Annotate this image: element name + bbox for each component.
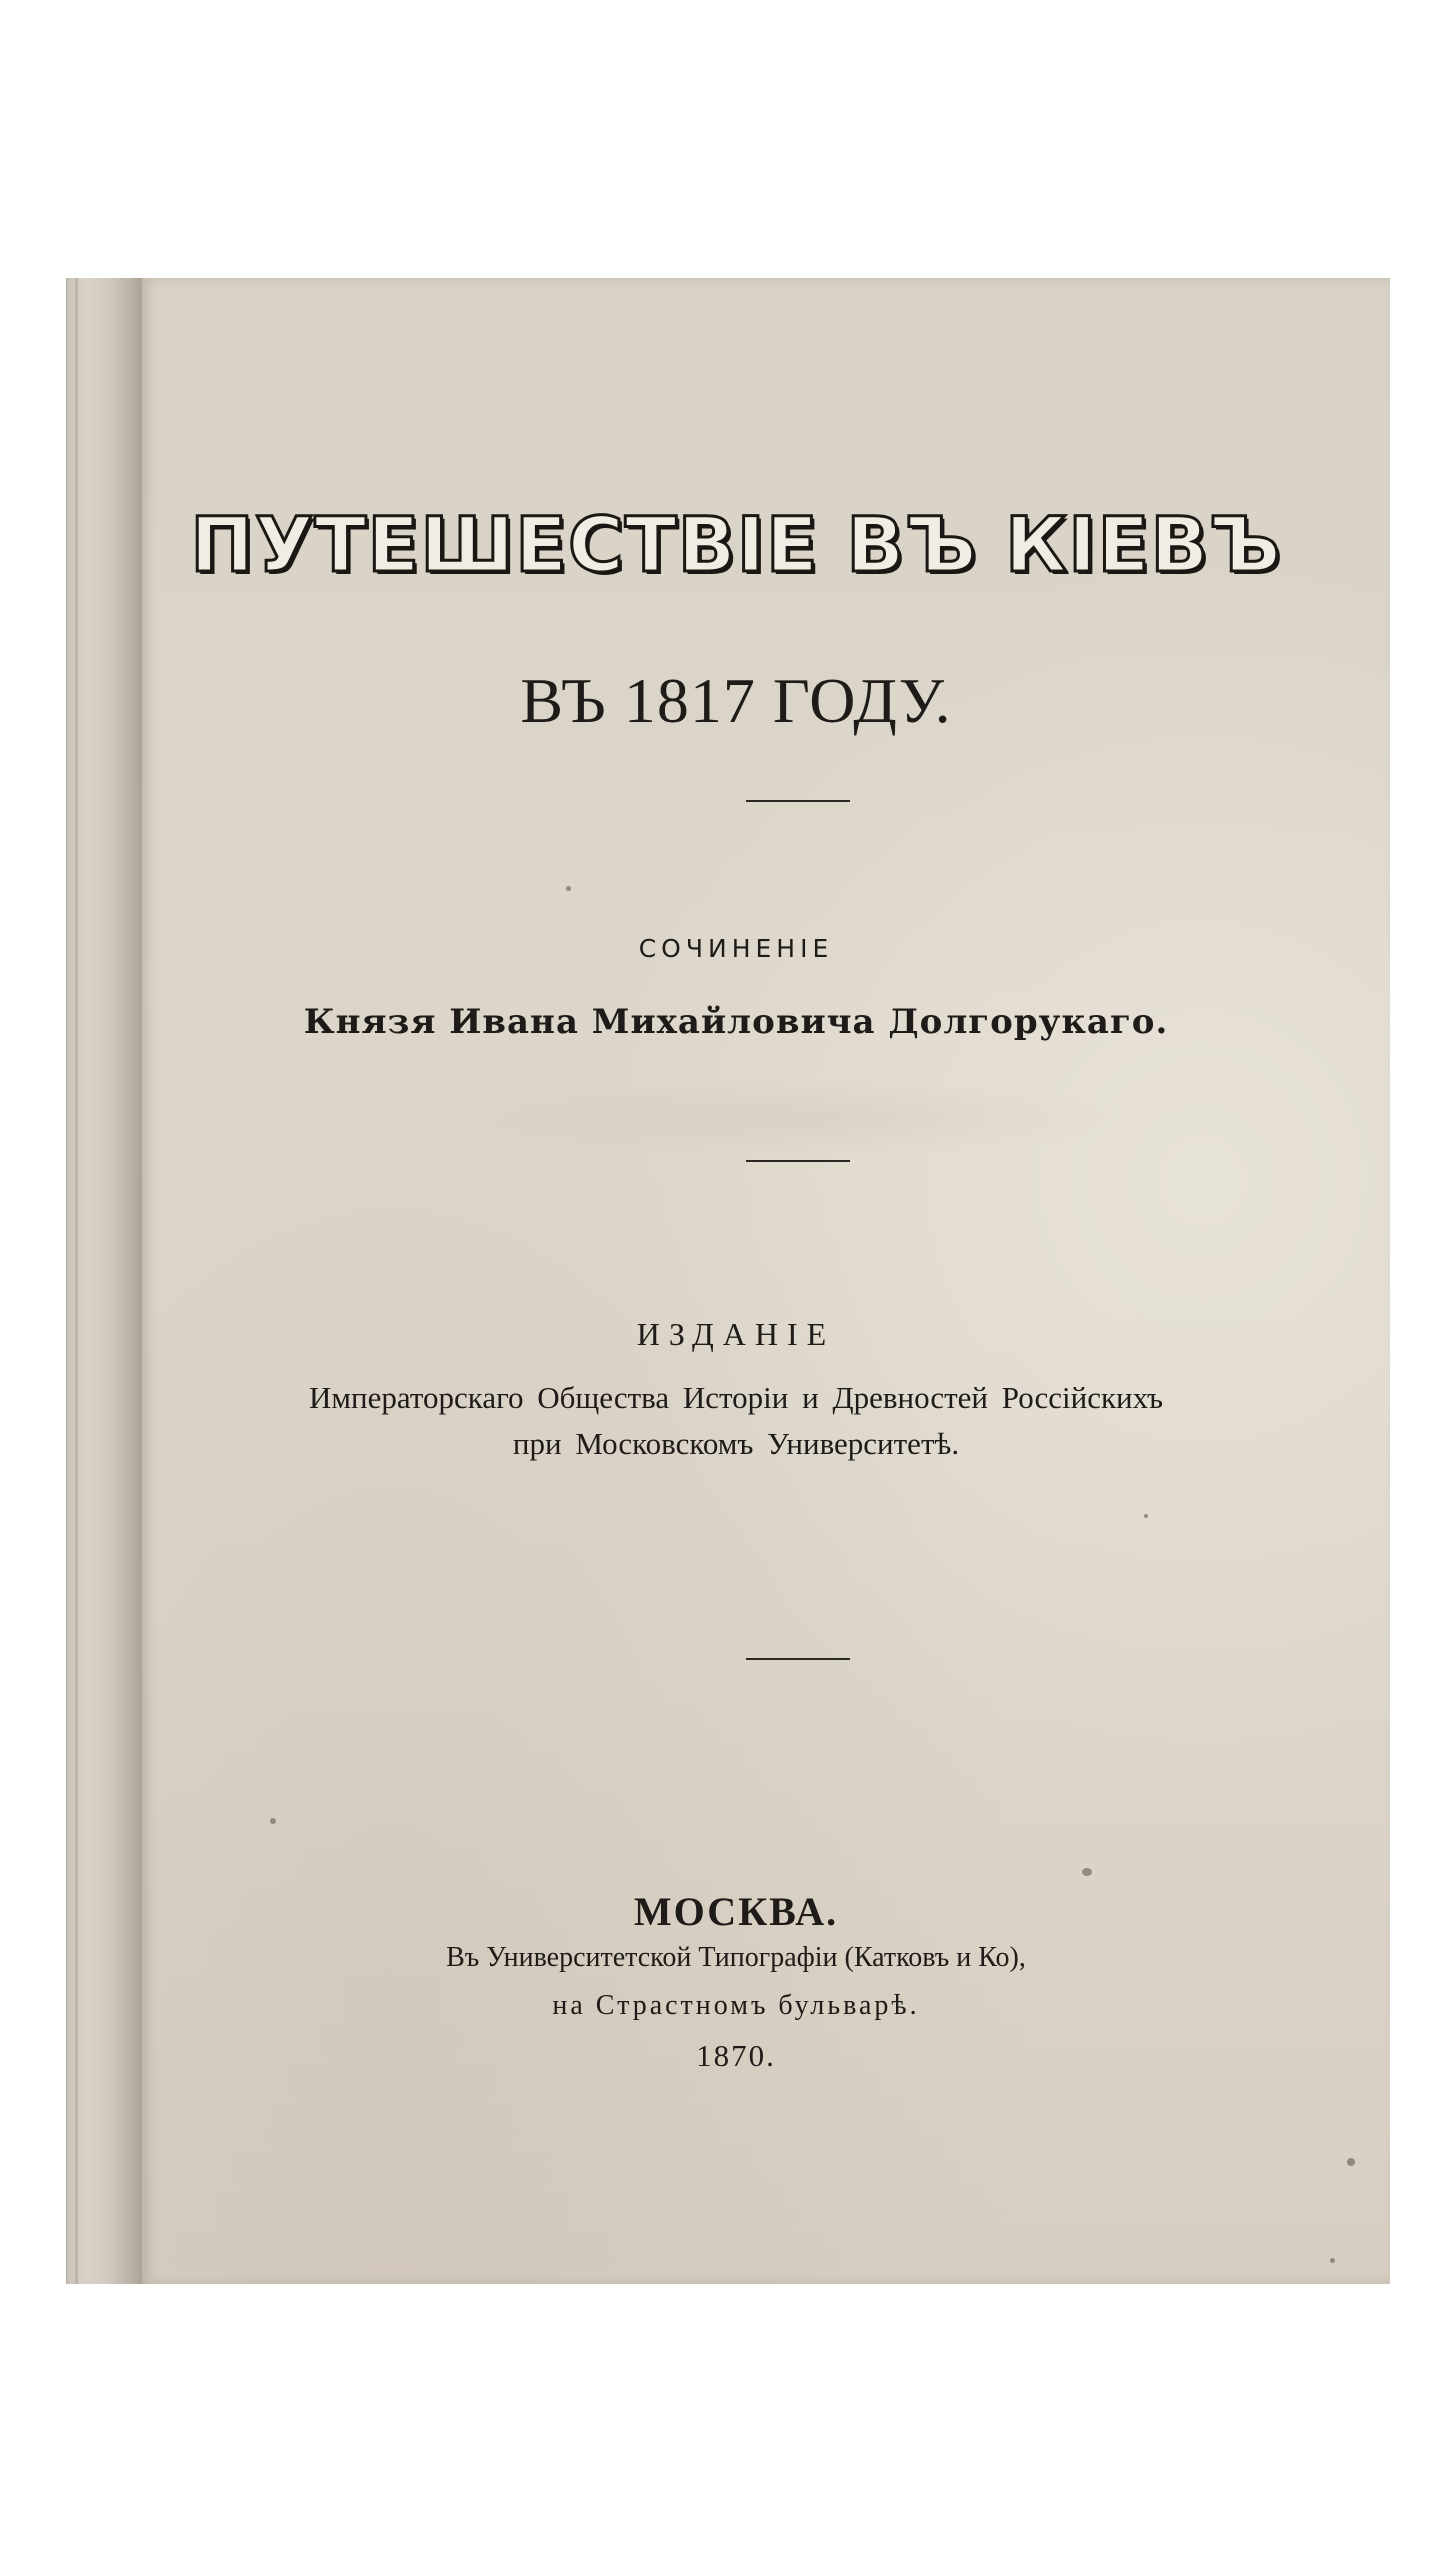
paper-speck: [1347, 2158, 1355, 2166]
paper-speck: [270, 1818, 276, 1824]
edition-label: ИЗДАНІЕ: [636, 1316, 836, 1352]
book: [66, 278, 1390, 2284]
imprint-printer: Въ Университетской Типографіи (Катковъ и Ко),: [446, 1942, 1026, 1973]
paper-speck: [1082, 1868, 1092, 1876]
imprint-city: МОСКВА.: [633, 1889, 839, 1934]
paper-speck: [566, 886, 571, 891]
divider-rule: [746, 800, 850, 802]
publisher-line-2: при Московскомъ Университетѣ.: [512, 1426, 960, 1461]
divider-rule: [746, 1160, 850, 1162]
paper-speck: [1144, 1514, 1148, 1518]
imprint-street: на Страстномъ бульварѣ.: [552, 1990, 920, 2021]
work-label: СОЧИНЕНІЕ: [638, 934, 834, 963]
publisher-line-1: Императорскаго Общества Исторіи и Древностей Россійскихъ: [309, 1380, 1163, 1415]
paper-speck: [1330, 2258, 1335, 2263]
divider-rule: [746, 1658, 850, 1660]
book-title: ПУТЕШЕСТВІЕ ВЪ КІЕВЪ: [190, 500, 1282, 589]
title-page: [142, 278, 1390, 2284]
imprint-year: 1870.: [696, 2038, 776, 2073]
author-name: Князя Ивана Михайловича Долгорукаго.: [303, 1002, 1169, 1042]
book-subtitle: ВЪ 1817 ГОДУ.: [520, 665, 952, 736]
show-through-stain: [442, 1078, 1142, 1158]
